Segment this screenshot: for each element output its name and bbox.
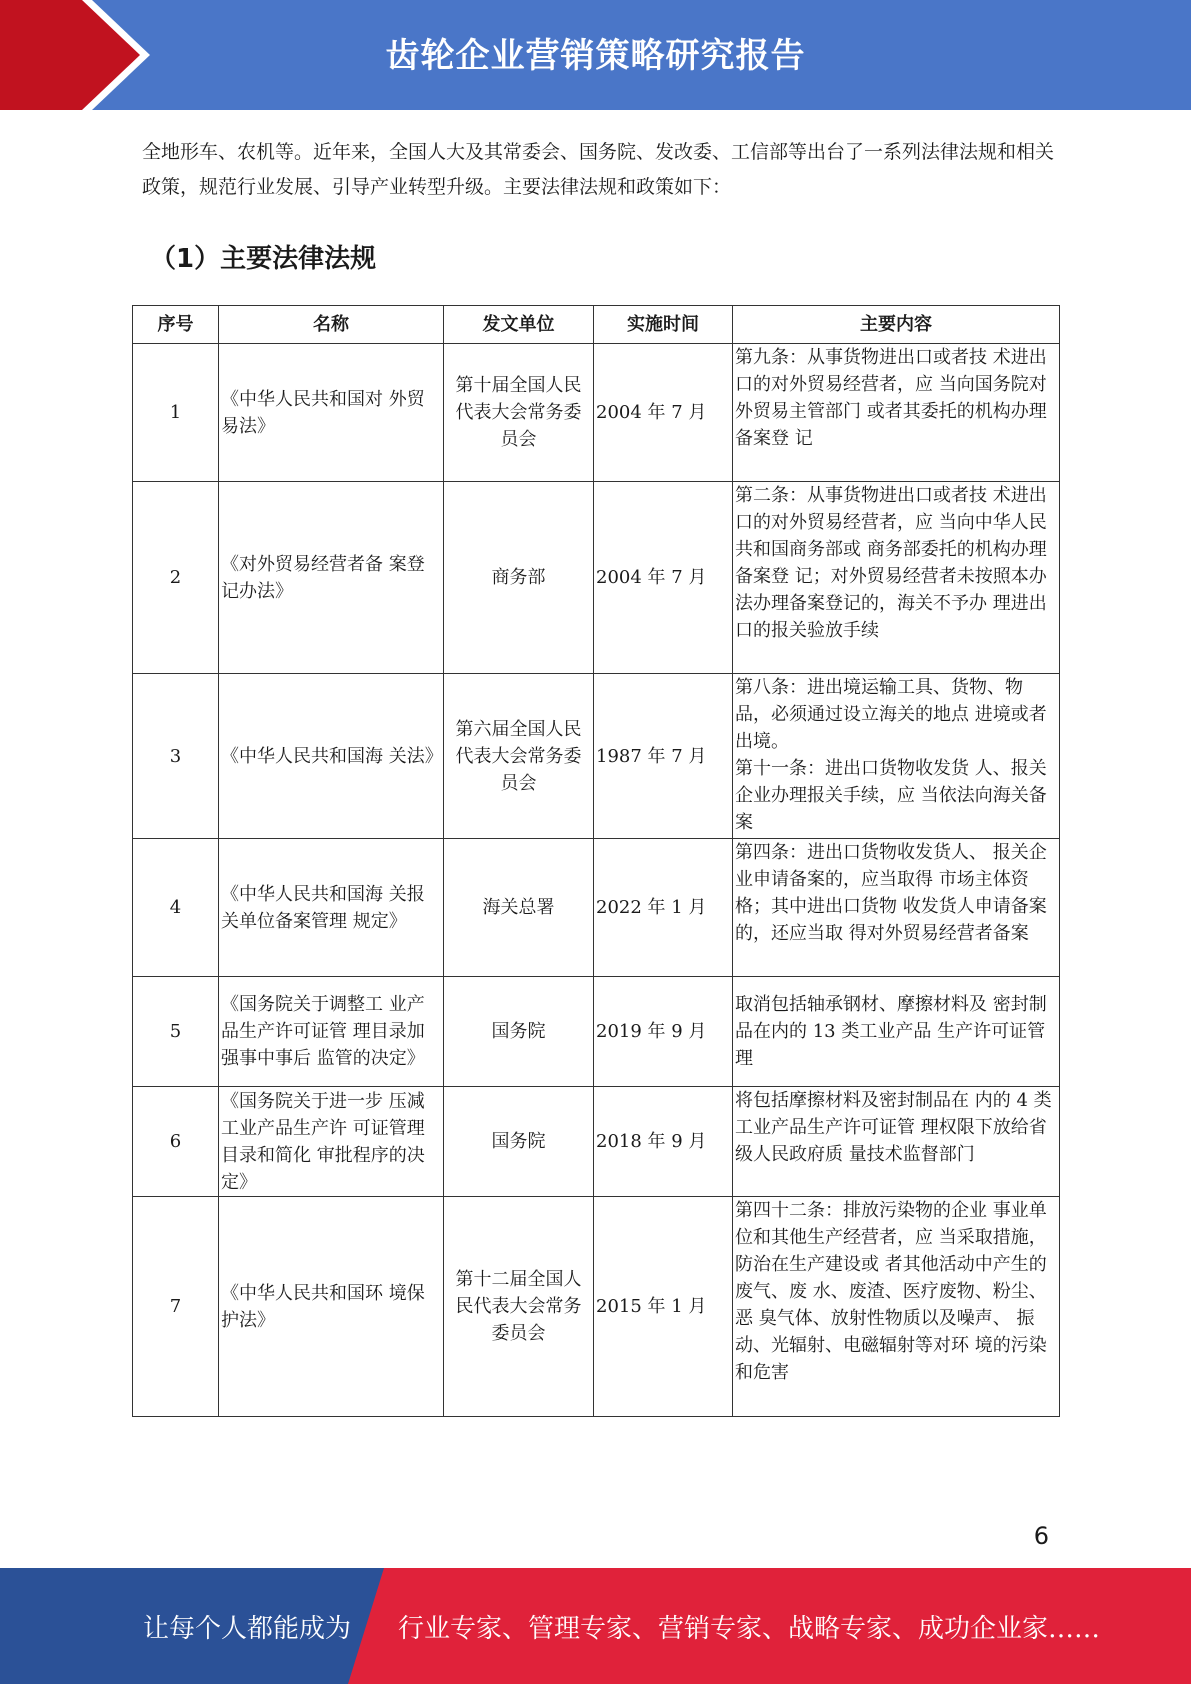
row-issuer: 商务部 — [444, 482, 594, 674]
row-index: 5 — [133, 977, 219, 1087]
row-issuer: 国务院 — [444, 1087, 594, 1197]
row-index: 3 — [133, 674, 219, 839]
row-date: 2004 年 7 月 — [594, 344, 733, 482]
table-row — [133, 1197, 1060, 1417]
row-content: 第八条：进出境运输工具、货物、物品，必须通过设立海关的地点 进境或者出境。 第十一条：进出口货物收发货 人、报关企业办理报关手续，应 当依法向海关备案 — [733, 674, 1060, 839]
row-content: 将包括摩擦材料及密封制品在 内的 4 类工业产品生产许可证管 理权限下放给省级人民政府质 量技术监督部门 — [733, 1087, 1060, 1197]
table-row — [133, 674, 1060, 839]
row-date: 2015 年 1 月 — [594, 1197, 733, 1417]
row-content: 第四十二条：排放污染物的企业 事业单位和其他生产经营者，应 当采取措施，防治在生产建设或 者其他活动中产生的废气、废 水、废渣、医疗废物、粉尘、恶 臭气体、放射性物质以及噪声、 振动、光辐射、电磁辐射等对环 境的污染和危害 — [733, 1197, 1060, 1417]
table-row — [133, 344, 1060, 482]
row-issuer: 海关总署 — [444, 839, 594, 977]
intro-paragraph: 全地形车、农机等。近年来，全国人大及其常委会、国务院、发改委、工信部等出台了一系列法律法规和相关政策，规范行业发展、引导产业转型升级。主要法律法规和政策如下： — [142, 141, 1055, 198]
row-name: 《国务院关于进一步 压减工业产品生产许 可证管理目录和简化 审批程序的决定》 — [219, 1087, 444, 1197]
header-name: 名称 — [219, 306, 444, 344]
page-number: 6 — [1033, 1522, 1049, 1550]
table-header-row — [133, 306, 1060, 344]
row-issuer: 国务院 — [444, 977, 594, 1087]
header-content: 主要内容 — [733, 306, 1060, 344]
section-heading: （1）主要法律法规 — [150, 244, 377, 274]
table-row — [133, 839, 1060, 977]
row-date: 1987 年 7 月 — [594, 674, 733, 839]
regulations-table-container — [132, 305, 1060, 1417]
row-content: 第九条：从事货物进出口或者技 术进出口的对外贸易经营者，应 当向国务院对外贸易主管部门 或者其委托的机构办理备案登 记 — [733, 344, 1060, 482]
header-title: 齿轮企业营销策略研究报告 — [385, 36, 806, 76]
row-content: 取消包括轴承钢材、摩擦材料及 密封制品在内的 13 类工业产品 生产许可证管理 — [733, 977, 1060, 1087]
row-name: 《中华人民共和国海 关报关单位备案管理 规定》 — [219, 839, 444, 977]
row-index: 6 — [133, 1087, 219, 1197]
row-name: 《中华人民共和国海 关法》 — [219, 674, 444, 839]
row-issuer: 第六届全国人民代表大会常务委员会 — [444, 674, 594, 839]
row-name: 《中华人民共和国环 境保护法》 — [219, 1197, 444, 1417]
row-index: 7 — [133, 1197, 219, 1417]
row-date: 2018 年 9 月 — [594, 1087, 733, 1197]
row-issuer: 第十届全国人民代表大会常务委员会 — [444, 344, 594, 482]
footer-slogan-right: 行业专家、管理专家、营销专家、战略专家、成功企业家…… — [398, 1614, 1101, 1644]
table-row — [133, 482, 1060, 674]
header-date: 实施时间 — [594, 306, 733, 344]
row-name: 《国务院关于调整工 业产品生产许可证管 理目录加强事中事后 监管的决定》 — [219, 977, 444, 1087]
row-content: 第二条：从事货物进出口或者技 术进出口的对外贸易经营者，应 当向中华人民共和国商务部或 商务部委托的机构办理备案登 记；对外贸易经营者未按照本办 法办理备案登记的，海关不予办 理进出口的报关验放手续 — [733, 482, 1060, 674]
row-date: 2004 年 7 月 — [594, 482, 733, 674]
row-index: 2 — [133, 482, 219, 674]
row-index: 1 — [133, 344, 219, 482]
row-index: 4 — [133, 839, 219, 977]
header-index: 序号 — [133, 306, 219, 344]
footer-slogan-left: 让每个人都能成为 — [143, 1614, 352, 1644]
table-row — [133, 1087, 1060, 1197]
regulations-table — [132, 305, 1060, 1417]
header-issuer: 发文单位 — [444, 306, 594, 344]
page-footer — [0, 1568, 1191, 1684]
row-date: 2019 年 9 月 — [594, 977, 733, 1087]
table-row — [133, 977, 1060, 1087]
row-name: 《中华人民共和国对 外贸易法》 — [219, 344, 444, 482]
row-issuer: 第十二届全国人民代表大会常务委员会 — [444, 1197, 594, 1417]
row-name: 《对外贸易经营者备 案登记办法》 — [219, 482, 444, 674]
row-content: 第四条：进出口货物收发货人、 报关企业申请备案的，应当取得 市场主体资格；其中进出口货物 收发货人申请备案的，还应当取 得对外贸易经营者备案 — [733, 839, 1060, 977]
row-date: 2022 年 1 月 — [594, 839, 733, 977]
page-header — [0, 0, 1191, 110]
